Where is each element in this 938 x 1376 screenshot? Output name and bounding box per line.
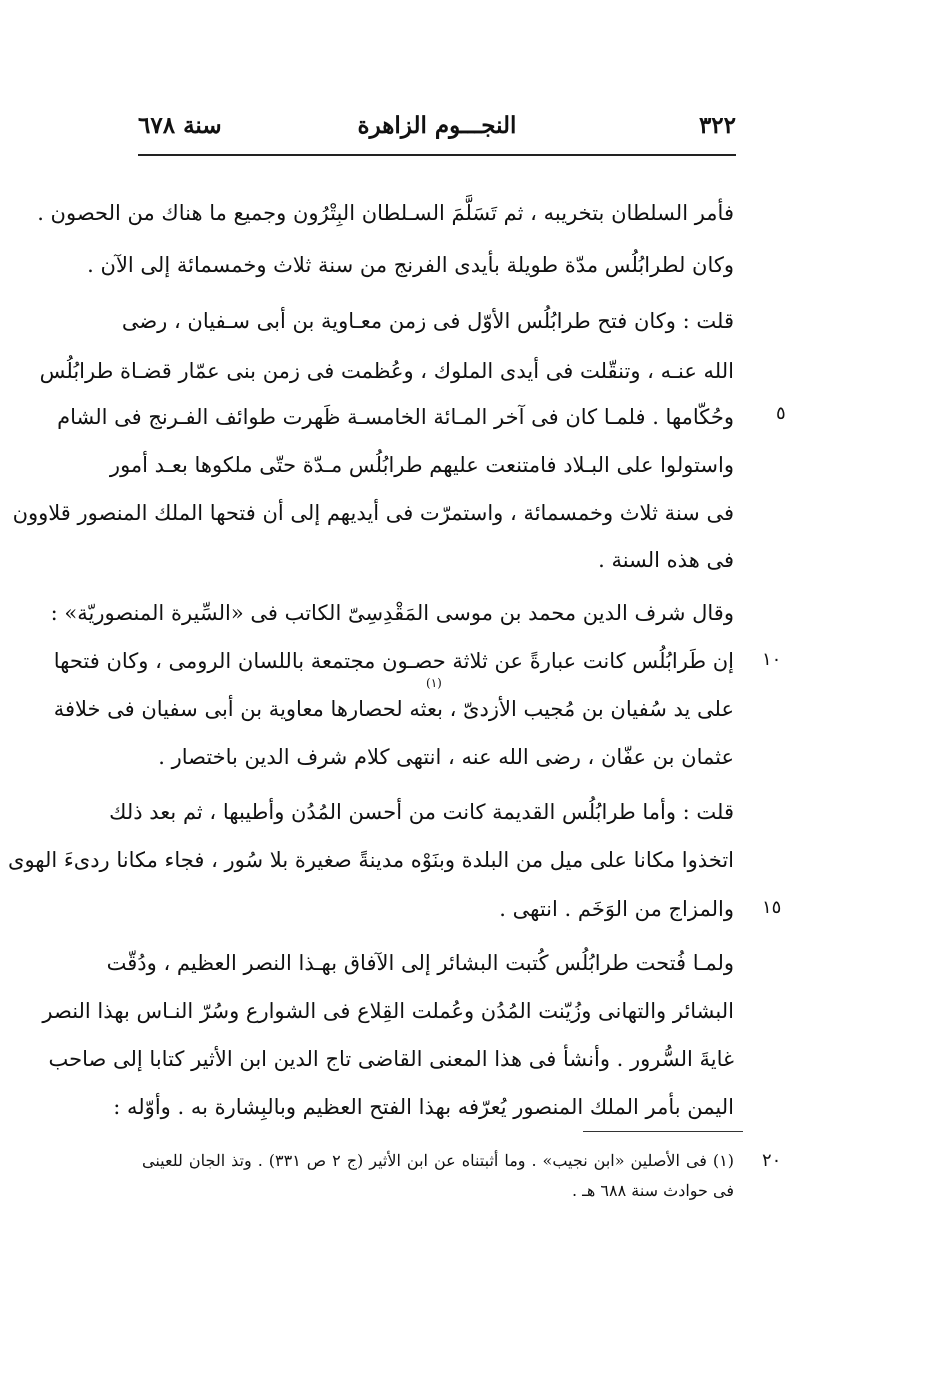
book-title: النجـــوم الزاهرة (357, 112, 517, 139)
line-number: ١٥ (762, 897, 782, 918)
text-line: وقال شرف الدين محمد بن موسى المَقْدِسِىّ الكاتب فى «السِّيرة المنصوريّة» : (50, 601, 734, 625)
line-number: ٥ (776, 403, 786, 424)
text-line: وحُكّامها . فلمـا كان فى آخر المـائة الخامسـة ظَهرت طوائف الفـرنج فى الشام (57, 405, 734, 429)
text-line: غايةَ السُّرور . وأنشأ فى هذا المعنى القاضى تاج الدين ابن الأثير كتابا إلى صاحب (48, 1047, 734, 1071)
text-line: على يد سُفيان بن مُجيب الأزدىّ ، بعثه لحصارها معاوية بن أبى سفيان فى خلافة (53, 697, 734, 721)
text-line: قلت : وكان فتح طرابُلُس الأوّل فى زمن معـاوية بن أبى سـفيان ، رضى (121, 309, 734, 333)
running-header (138, 112, 736, 152)
line-number: ٢٠ (762, 1150, 782, 1171)
footnote-line: فى حوادث سنة ٦٨٨ هـ . (571, 1181, 734, 1200)
text-line: البشائر والتهانى وزُيّنت المُدُن وعُملت القِلاع فى الشوارع وسُرّ النـاس بهذا النصر (42, 999, 734, 1023)
text-line: اتخذوا مكانا على ميل من البلدة وبنَوْه مدينةً صغيرة بلا سُور ، فجاء مكانا ردىءَ الهوى (8, 848, 734, 872)
line-number: ١٠ (762, 649, 782, 670)
text-line: وكان لطرابُلُس مدّة طويلة بأيدى الفرنج من سنة ثلاث وخمسمائة إلى الآن . (87, 253, 734, 277)
text-line: اليمن بأمر الملك المنصور يُعرّفه بهذا الفتح العظيم وبالبِشارة به . وأوّله : (113, 1095, 734, 1119)
text-line: قلت : وأما طرابُلُس القديمة كانت من أحسن المُدُن وأطيبها ، ثم بعد ذلك (109, 800, 734, 824)
text-line: والمزاج من الوَخَم . انتهى . (499, 897, 734, 921)
text-line: فى سنة ثلاث وخمسمائة ، واستمرّت فى أيديهم إلى أن فتحها الملك المنصور قلاوون (12, 501, 734, 525)
text-line: واستولوا على البـلاد فامتنعت عليهم طرابُلُس مـدّة حتّى ملكوها بعـد أمور (109, 453, 734, 477)
text-line: فى هذه السنة . (598, 548, 734, 572)
text-line: الله عنـه ، وتنقّلت فى أيدى الملوك ، وعُظمت فى زمن بنى عمّار قضـاة طرابُلُس (39, 359, 734, 383)
footnote-line: (١) فى الأصلين «ابن نجيب» . وما أثبتناه عن ابن الأثير (ج ٢ ص ٣٣١) . وتذ الجان للعينى (142, 1151, 735, 1170)
header-rule (138, 154, 736, 156)
text-line: إن طَرابُلُس كانت عبارةً عن ثلاثة حصـون مجتمعة باللسان الرومى ، وكان فتحها (53, 649, 734, 673)
text-line: ولمـا فُتحت طرابُلُس كُتبت البشائر إلى الآفاق بهـذا النصر العظيم ، ودُقّت (106, 951, 734, 975)
page-number: ٣٢٢ (698, 112, 736, 139)
footnote-rule (583, 1131, 743, 1132)
text-line: فأمر السلطان بتخريبه ، ثم تَسَلَّمَ السـلطان البِتْرُون وجميع ما هناك من الحصون . (37, 201, 734, 225)
footnote-marker: (١) (426, 676, 442, 690)
year-heading: سنة ٦٧٨ (138, 112, 222, 139)
text-line: عثمان بن عفّان ، رضى الله عنه ، انتهى كلام شرف الدين باختصار . (158, 745, 734, 769)
